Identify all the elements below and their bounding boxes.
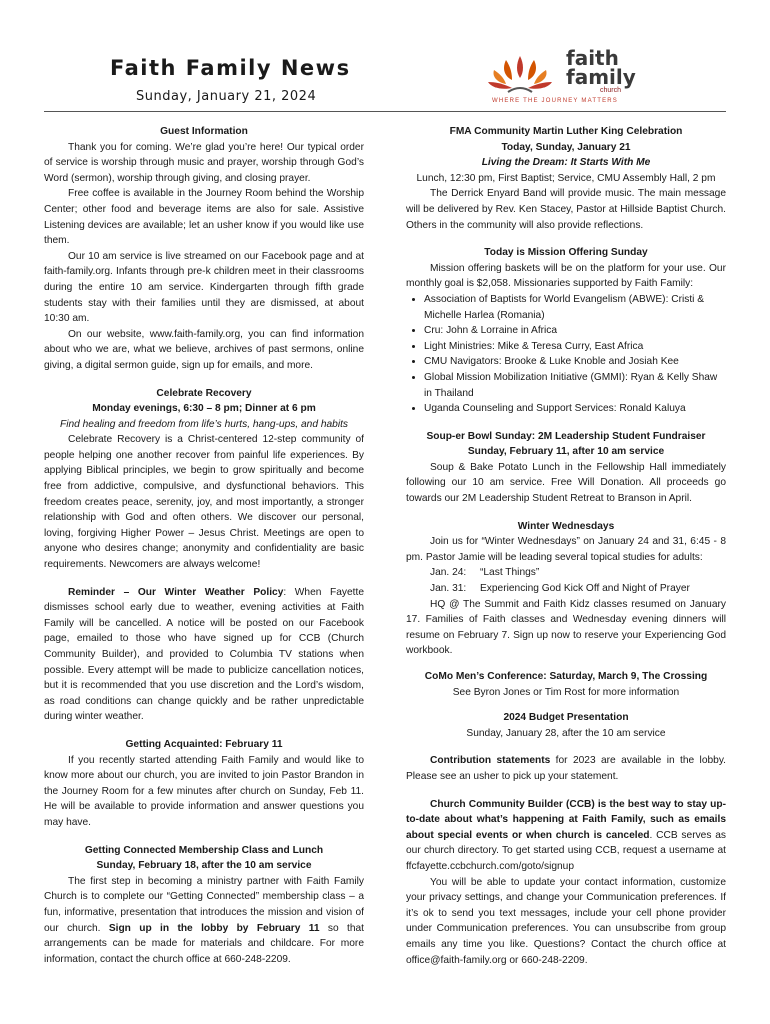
list-item: • Light Ministries: Mike & Teresa Curry, East Africa bbox=[424, 339, 726, 355]
membership-text: The first step in becoming a ministry partner with Faith Family Church is to complete our “Getting Connected” membership class – a fun, informative, presentation that introduces the mission and vision of our church. bbox=[44, 875, 364, 934]
newsletter-title: Faith Family News bbox=[110, 56, 351, 80]
mlk-date: Today, Sunday, January 21 bbox=[501, 141, 631, 153]
right-column bbox=[406, 124, 726, 968]
winter-session-topic: “Last Things” bbox=[480, 567, 540, 579]
membership-body bbox=[44, 874, 364, 968]
list-item: • Global Mission Mobilization Initiative (GMMI): Ryan & Kelly Shaw in Thailand bbox=[424, 370, 726, 401]
missionary-list bbox=[406, 292, 726, 417]
guest-paragraph: On our website, www.faith-family.org, you can find information about who we are, what we believe, archives of past sermons, online giving, a digital sermon guide, sign up for emails, and more. bbox=[44, 328, 364, 371]
ccb-body: . CCB serves as our church directory. To get started using CCB, request a username at ffcfayette.ccbchurch.com/goto/signup bbox=[406, 829, 727, 872]
list-item: • Cru: John & Lorraine in Africa bbox=[424, 323, 726, 339]
recovery-body: Celebrate Recovery is a Christ-centered 12-step community of people helping one another recover from painful life experiences. By applying Biblical principles, we begin to grow spiritually and become free from addictive, compulsive, and dysfunctional behaviors. This freedom creates peace, serenity, joy, and most importantly, a stronger relationship with God and often others. We discover our personal, loving, forgiving Higher Power – Jesus Christ. Meetings are open to anyone who desires change; anonymity and confidentiality are basic requirements. Newcomers are always welcome! bbox=[44, 434, 364, 571]
logo-word-faith: faith bbox=[566, 46, 619, 70]
header-divider bbox=[44, 111, 726, 112]
contribution-body: for 2023 are available in the lobby. Please see an usher to pick up your statement. bbox=[406, 755, 726, 782]
logo-word-church: church bbox=[600, 87, 622, 94]
left-column bbox=[44, 124, 364, 967]
como-heading: CoMo Men’s Conference: Saturday, March 9, The Crossing bbox=[424, 671, 708, 682]
mlk-heading: FMA Community Martin Luther King Celebration bbox=[449, 126, 683, 137]
winter-session bbox=[406, 581, 726, 597]
ccb-notice bbox=[406, 797, 726, 875]
como-contact: See Byron Jones or Tim Rost for more information bbox=[452, 686, 680, 698]
budget-heading: 2024 Budget Presentation bbox=[503, 712, 629, 724]
souper-date: Sunday, February 11, after 10 am service bbox=[467, 446, 665, 458]
budget-date: Sunday, January 28, after the 10 am service bbox=[466, 727, 666, 739]
mlk-theme: Living the Dream: It Starts With Me bbox=[481, 157, 651, 169]
winter-body: HQ @ The Summit and Faith Kidz classes resumed on January 17. Families of Faith classes and Wednesday evening dinners will resume on February 7. Sign up now to reserve your Experiencing God workbook. bbox=[406, 598, 726, 657]
winter-session-topic: Experiencing God Kick Off and Night of Prayer bbox=[480, 583, 690, 595]
ccb-lead: Church Community Builder (CCB) is the best way to stay up-to-date about what’s happening at Faith Family, such as emails about special events or when church is canceled bbox=[406, 798, 726, 841]
ccb-body: You will be able to update your contact information, customize your privacy settings, and change your Communication preferences. If it’s ok to send you text messages, include your cell phone provider under Communication preferences. You can unsubscribe from group emails any time you like. Questions? Contact the church office at office@faith-family.org or 660-248-2209. bbox=[406, 876, 726, 966]
flame-icon bbox=[478, 50, 562, 96]
missions-body: Mission offering baskets will be on the platform for your use. Our monthly goal is $2,058. Missionaries supported by Faith Family: bbox=[406, 262, 726, 290]
weather-policy-lead: Reminder – Our Winter Weather Policy bbox=[68, 586, 284, 598]
membership-text: so that arrangements can be made for materials and childcare. For more information, contact the church office at 660-248-2209. bbox=[44, 922, 364, 965]
missions-heading: Today is Mission Offering Sunday bbox=[484, 247, 648, 259]
weather-policy bbox=[44, 585, 364, 725]
contribution-lead: Contribution statements bbox=[430, 755, 551, 767]
souper-heading: Soup-er Bowl Sunday: 2M Leadership Student Fundraiser bbox=[426, 430, 706, 442]
membership-signup: Sign up in the lobby by February 11 bbox=[108, 922, 320, 934]
mlk-schedule: Lunch, 12:30 pm, First Baptist; Service, CMU Assembly Hall, 2 pm bbox=[416, 172, 716, 184]
recovery-schedule: Monday evenings, 6:30 – 8 pm; Dinner at 6 pm bbox=[92, 403, 316, 415]
newsletter-date: Sunday, January 21, 2024 bbox=[136, 89, 317, 104]
church-logo bbox=[478, 48, 658, 110]
list-item: • Association of Baptists for World Evangelism (ABWE): Cristi & Michelle Harlea (Romania) bbox=[424, 292, 726, 323]
list-item: • CMU Navigators: Brooke & Luke Knoble and Josiah Kee bbox=[424, 354, 726, 370]
mlk-body: The Derrick Enyard Band will provide music. The main message will be delivered by Rev. Ken Stacey, Pastor at Hillside Baptist Church. Others in the community will also provide reflections. bbox=[406, 188, 726, 231]
recovery-tagline: Find healing and freedom from life’s hurts, hang-ups, and habits bbox=[59, 418, 349, 430]
guest-paragraph: Free coffee is available in the Journey Room behind the Worship Center; other food and beverage items are also for sale. Assistive Listening devices are available; let an usher know if you would like use them. bbox=[44, 188, 364, 247]
membership-date: Sunday, February 18, after the 10 am service bbox=[96, 860, 312, 872]
winter-session-date: Jan. 24: bbox=[430, 567, 467, 579]
guest-paragraph: Thank you for coming. We’re glad you’re here! Our typical order of service is worship through music and prayer, worship through God’s Word (sermon), worship through giving, and closing prayer. bbox=[44, 141, 364, 184]
logo-tagline: WHERE THE JOURNEY MATTERS bbox=[492, 98, 619, 104]
acquainted-heading: Getting Acquainted: February 11 bbox=[125, 738, 283, 750]
list-item: • Uganda Counseling and Support Services: Ronald Kaluya bbox=[424, 401, 726, 417]
acquainted-body: If you recently started attending Faith Family and would like to know more about our church, you are invited to join Pastor Brandon in the Journey Room for a few minutes after church on Sunday, Feb 11. He will be available to provide information and answer questions you may have. bbox=[44, 754, 364, 828]
logo-word-family: family bbox=[566, 65, 636, 89]
souper-body: Soup & Bake Potato Lunch in the Fellowship Hall immediately following our 10 am service. Free Will Donation. All proceeds go towards our 2M Leadership Student Retreat to Branson in April. bbox=[406, 461, 726, 505]
recovery-heading: Celebrate Recovery bbox=[156, 387, 252, 399]
winter-session-date: Jan. 31: bbox=[430, 583, 467, 595]
winter-heading: Winter Wednesdays bbox=[517, 520, 615, 532]
guest-paragraph: Our 10 am service is live streamed on our Facebook page and at faith-family.org. Infants through pre-k children meet in their classrooms during the entire 10 am service. Kindergarten through fifth grade students stay with their families until they are dismissed, at about 10:30 am. bbox=[44, 250, 364, 325]
winter-body: Join us for “Winter Wednesdays” on January 24 and 31, 6:45 - 8 pm. Pastor Jamie will be leading several topical studies for adults: bbox=[406, 536, 726, 563]
membership-heading: Getting Connected Membership Class and Lunch bbox=[84, 844, 324, 856]
winter-session bbox=[406, 565, 726, 581]
weather-policy-body: : When Fayette dismisses school early due to weather, evening activities at Faith Family will be cancelled. A notice will be posted on our Facebook page, emailed to those who have signed up for CCB (Church Community Builder), and provided to Columbia TV stations when possible. Every attempt will be made to publicize cancellation notices, but it is recommended that you use discretion and the Lord’s wisdom, as road conditions can change quickly and be rather unpredictable during winter weather. bbox=[44, 586, 364, 723]
contribution-notice bbox=[406, 753, 726, 784]
guest-heading: Guest Information bbox=[160, 126, 248, 137]
